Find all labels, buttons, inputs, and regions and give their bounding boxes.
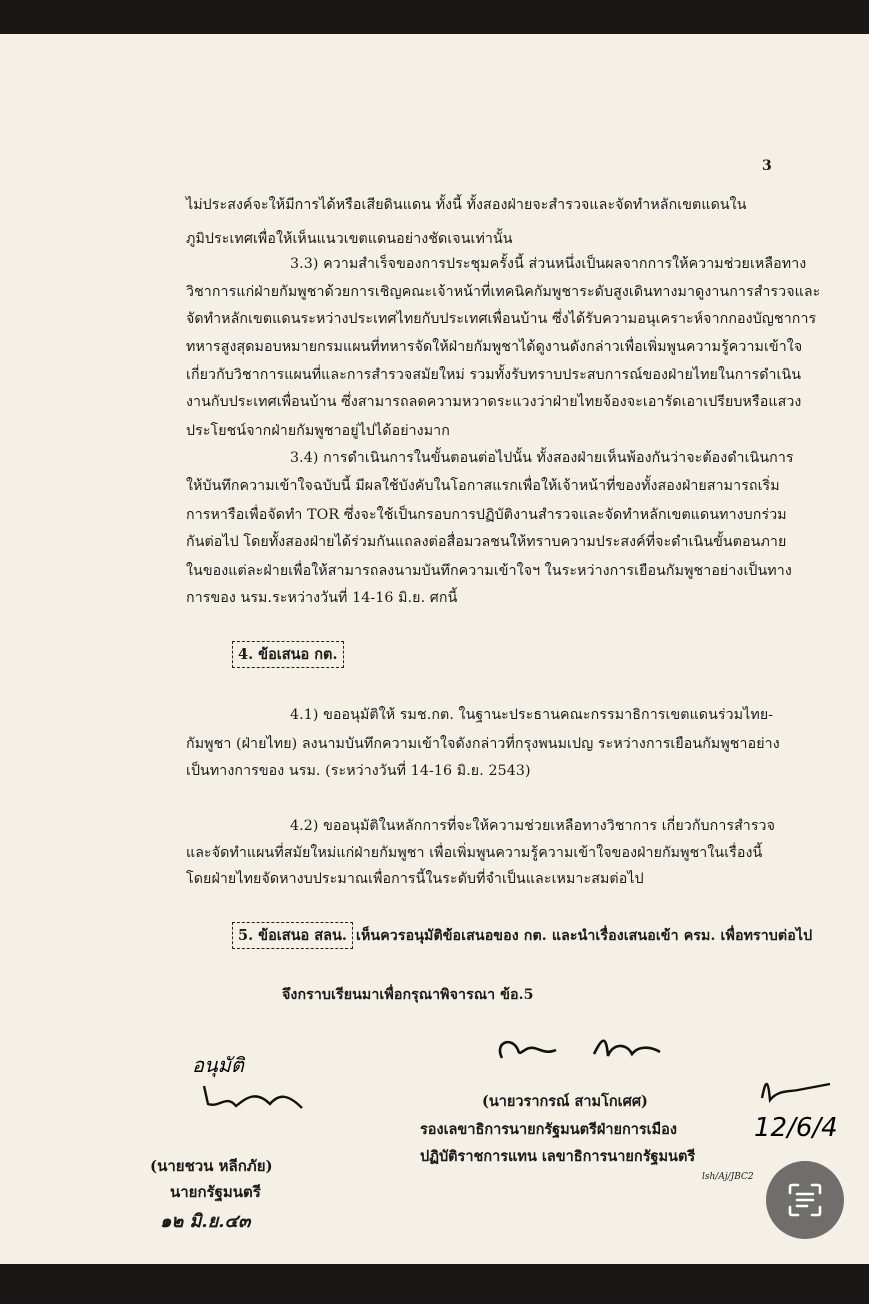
closing-line: จึงกราบเรียนมาเพื่อกรุณาพิจารณา ข้อ.5	[282, 987, 534, 1003]
left-handwritten-approval	[190, 1046, 320, 1124]
section-5-heading: 5. ข้อเสนอ สลน.	[232, 922, 353, 949]
left-handwritten-date: ๑๒ มิ.ย.๔๓	[160, 1211, 251, 1232]
section-4-2-line: และจัดทำแผนที่สมัยใหม่แก่ฝ่ายกัมพูชา เพื่อเพิ่มพูนความรู้ความเข้าใจของฝ่ายกัมพูชาในเรื่องนี้	[186, 845, 763, 861]
section-4-2-line: 4.2) ขออนุมัติในหลักการที่จะให้ความช่วยเหลือทางวิชาการ เกี่ยวกับการสำรวจ	[290, 818, 776, 834]
section-5-text: เห็นควรอนุมัติข้อเสนอของ กต. และนำเรื่องเสนอเข้า ครม. เพื่อทราบต่อไป	[356, 928, 813, 944]
document-page	[0, 34, 869, 1264]
right-date-text: 12/6/4	[754, 1113, 838, 1143]
body-line: งานกับประเทศเพื่อนบ้าน ซึ่งสามารถลดความหวาดระแวงว่าฝ่ายไทยจ้องจะเอารัดเอาเปรียบหรือแสวง	[186, 394, 802, 410]
body-line: ไม่ประสงค์จะให้มีการได้หรือเสียดินแดน ทั้งนี้ ทั้งสองฝ่ายจะสำรวจและจัดทำหลักเขตแดนใน	[186, 197, 747, 213]
body-line: เกี่ยวกับวิชาการแผนที่และการสำรวจสมัยใหม่ รวมทั้งรับทราบประสบการณ์ของฝ่ายไทยในการดำเนิน	[186, 367, 802, 383]
approval-note-text: อนุมัติ	[192, 1053, 244, 1077]
body-line: วิชาการแก่ฝ่ายกัมพูชาด้วยการเชิญคณะเจ้าหน้าที่เทคนิคกัมพูชาระดับสูงเดินทางมาดูงานการสำรวจและ	[186, 284, 821, 300]
body-line: จัดทำหลักเขตแดนระหว่างประเทศไทยกับประเทศเพื่อนบ้าน ซึ่งได้รับความอนุเคราะห์จากกองบัญชาการ	[186, 311, 817, 327]
document-code: lsh/Aj/JBC2	[702, 1172, 754, 1182]
section-4-heading: 4. ข้อเสนอ กต.	[232, 641, 344, 668]
section-4-1-line: 4.1) ขออนุมัติให้ รมช.กต. ในฐานะประธานคณะกรรมาธิการเขตแดนร่วมไทย-	[290, 707, 774, 723]
right-signer-name: (นายวรากรณ์ สามโกเศศ)	[482, 1093, 648, 1110]
right-signer-title: รองเลขาธิการนายกรัฐมนตรีฝ่ายการเมือง	[420, 1121, 677, 1138]
section-4-2-line: โดยฝ่ายไทยจัดหางบประมาณเพื่อการนี้ในระดับที่จำเป็นและเหมาะสมต่อไป	[186, 871, 644, 887]
text-scan-icon	[786, 1181, 824, 1219]
body-line: ประโยชน์จากฝ่ายกัมพูชาอยู่ไปได้อย่างมาก	[186, 423, 450, 439]
body-line: การของ นรม.ระหว่างวันที่ 14-16 มิ.ย. ศกนี้	[186, 590, 458, 606]
body-line: การหารือเพื่อจัดทำ TOR ซึ่งจะใช้เป็นกรอบการปฏิบัติงานสำรวจและจัดทำหลักเขตแดนทางบกร่วม	[186, 507, 787, 523]
bottom-navigation-bar	[0, 1264, 869, 1304]
body-line: ให้บันทึกความเข้าใจฉบับนี้ มีผลใช้บังคับในโอกาสแรกเพื่อให้เจ้าหน้าที่ของทั้งสองฝ่ายสามารถเริ่ม	[186, 478, 780, 494]
body-line: กันต่อไป โดยทั้งสองฝ่ายได้ร่วมกันแถลงต่อสื่อมวลชนให้ทราบความประสงค์ที่จะดำเนินขั้นตอนภาย	[186, 534, 787, 550]
left-signer-title: นายกรัฐมนตรี	[170, 1183, 261, 1201]
page-number: 3	[762, 158, 772, 174]
body-line: ภูมิประเทศเพื่อให้เห็นแนวเขตแดนอย่างชัดเจนเท่านั้น	[186, 231, 513, 247]
right-signature-scribble	[490, 1032, 680, 1072]
body-line: ในของแต่ละฝ่ายเพื่อให้สามารถลงนามบันทึกความเข้าใจฯ ในระหว่างการเยือนกัมพูชาอย่างเป็นทาง	[186, 563, 792, 579]
top-status-bar	[0, 0, 869, 34]
body-line: 3.4) การดำเนินการในขั้นตอนต่อไปนั้น ทั้งสองฝ่ายเห็นพ้องกันว่าจะต้องดำเนินการ	[290, 450, 794, 466]
body-line: ทหารสูงสุดมอบหมายกรมแผนที่ทหารจัดให้ฝ่ายกัมพูชาได้ดูงานดังกล่าวเพื่อเพิ่มพูนความรู้ความเข้าใจ	[186, 339, 803, 355]
left-signer-name: (นายชวน หลีกภัย)	[150, 1157, 273, 1175]
text-scan-button[interactable]	[766, 1161, 844, 1239]
right-handwritten-date	[752, 1070, 842, 1143]
right-signer-title-2: ปฏิบัติราชการแทน เลขาธิการนายกรัฐมนตรี	[420, 1148, 696, 1165]
body-line: 3.3) ความสำเร็จของการประชุมครั้งนี้ ส่วนหนึ่งเป็นผลจากการให้ความช่วยเหลือทาง	[290, 256, 807, 272]
section-4-1-line: เป็นทางการของ นรม. (ระหว่างวันที่ 14-16 มิ.ย. 2543)	[186, 763, 531, 779]
section-4-1-line: กัมพูชา (ฝ่ายไทย) ลงนามบันทึกความเข้าใจดังกล่าวที่กรุงพนมเปญ ระหว่างการเยือนกัมพูชาอย่าง	[186, 736, 780, 752]
